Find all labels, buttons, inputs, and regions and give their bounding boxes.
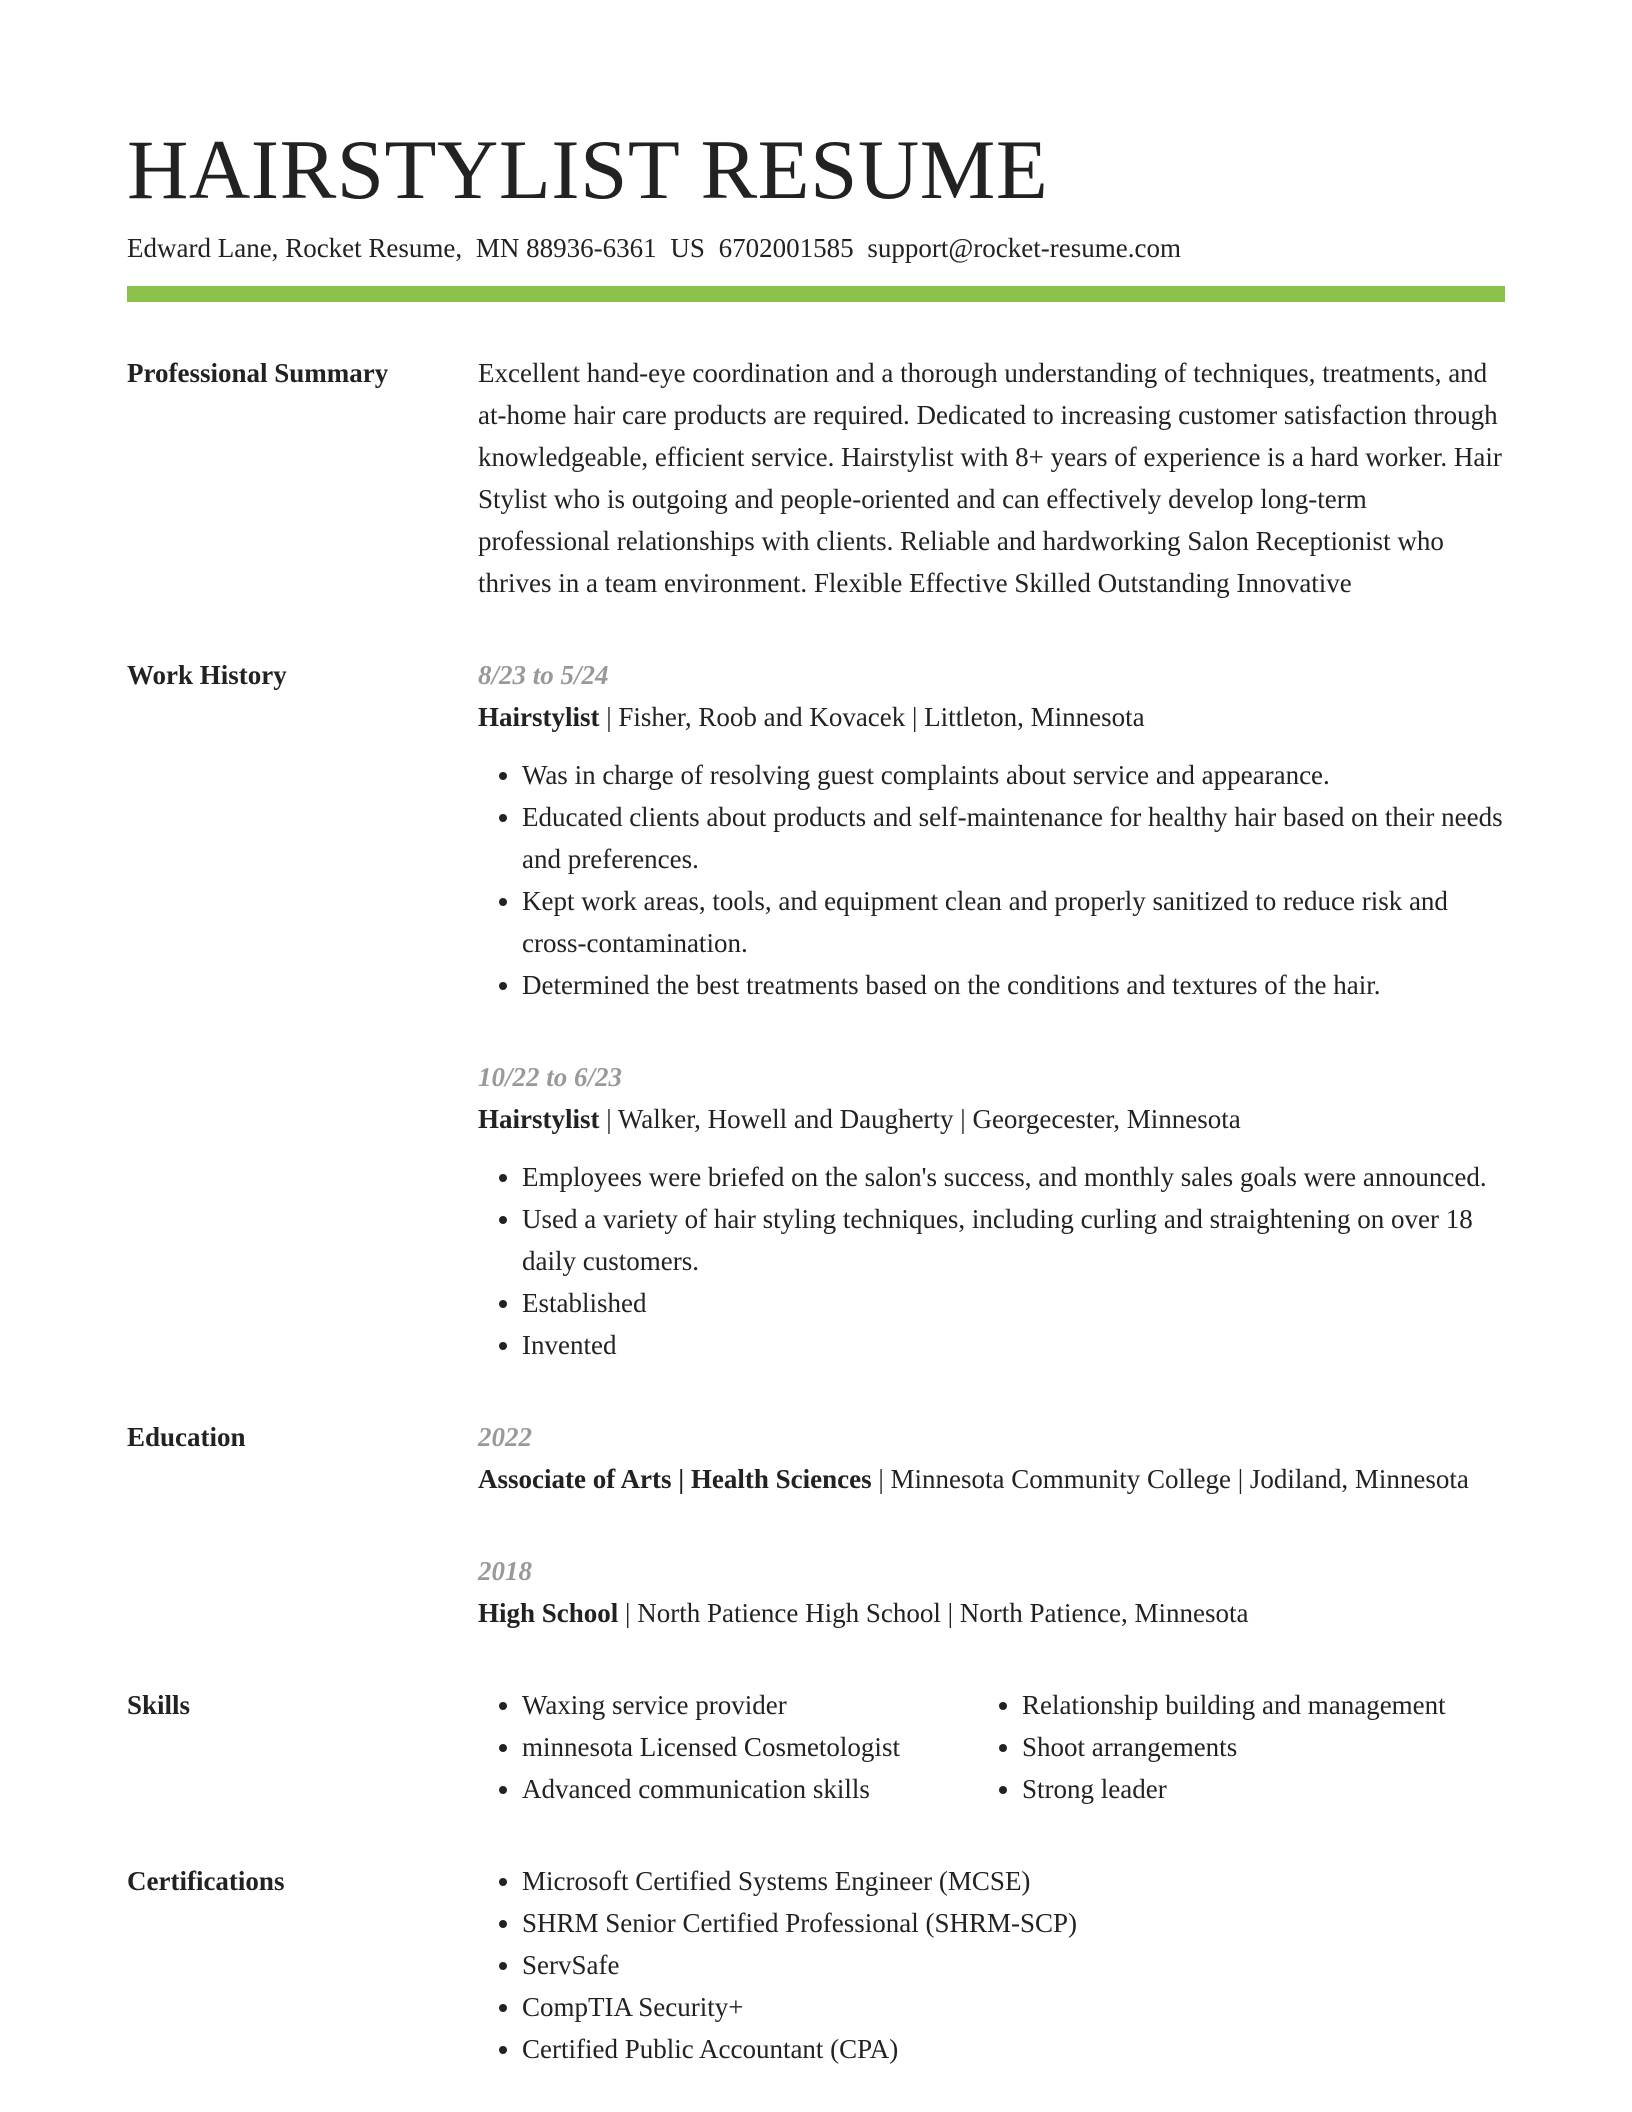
section-heading: Certifications [127, 1866, 285, 1896]
certification-item: • CompTIA Security+ [522, 1986, 1505, 2028]
job-bullets [478, 1156, 1505, 1366]
job-bullet: • Kept work areas, tools, and equipment clean and properly sanitized to reduce risk and cross-contamination. [522, 880, 1505, 964]
certification-item: • SHRM Senior Certified Professional (SHRM-SCP) [522, 1902, 1505, 1944]
job-title: Hairstylist [478, 702, 600, 732]
education-year: 2018 [478, 1556, 532, 1586]
education-degree: High School [478, 1598, 619, 1628]
section-heading: Education [127, 1422, 246, 1452]
education-degree: Associate of Arts | Health Sciences [478, 1464, 872, 1494]
skill-item: • Advanced communication skills [522, 1768, 978, 1810]
contact-name: Edward Lane, [127, 233, 279, 263]
job-bullet: • Invented [522, 1324, 1505, 1366]
job-role-line [478, 1098, 1505, 1140]
job-entry [478, 654, 1505, 1006]
header-divider [127, 286, 1505, 302]
job-details: | Fisher, Roob and Kovacek | Littleton, Minnesota [599, 702, 1145, 732]
skill-item: • minnesota Licensed Cosmetologist [522, 1726, 978, 1768]
job-details: | Walker, Howell and Daugherty | Georgecester, Minnesota [599, 1104, 1241, 1134]
job-entry [478, 1056, 1505, 1366]
contact-line [127, 230, 1505, 266]
job-title: Hairstylist [478, 1104, 600, 1134]
section-heading: Professional Summary [127, 358, 389, 388]
education-year: 2022 [478, 1422, 532, 1452]
summary-text: Excellent hand-eye coordination and a thorough understanding of techniques, treatments, and at-home hair care products are required. Dedicated to increasing customer satisfaction through knowledgeable, efficient service. Hairstylist with 8+ years of experience is a hard worker. Hair Stylist who is outgoing and people-oriented and can effectively develop long-term professional relationships with clients. Reliable and hardworking Salon Receptionist who thrives in a team environment. Flexible Effective Skilled Outstanding Innovative [478, 358, 1502, 598]
resume-title: HAIRSTYLIST RESUME [127, 123, 1049, 217]
job-bullets [478, 754, 1505, 1006]
job-bullet: • Employees were briefed on the salon's success, and monthly sales goals were announced. [522, 1156, 1505, 1198]
education-content [478, 1416, 1505, 1634]
skill-item: • Shoot arrangements [1022, 1726, 1505, 1768]
education-entry [478, 1550, 1505, 1634]
section-heading: Skills [127, 1690, 191, 1720]
contact-state-zip: MN 88936-6361 [475, 233, 657, 263]
education-section [127, 1416, 1505, 1634]
job-bullet: • Determined the best treatments based on the conditions and textures of the hair. [522, 964, 1505, 1006]
education-line [478, 1458, 1505, 1500]
skills-list-left [478, 1684, 978, 1810]
contact-email: support@rocket-resume.com [867, 233, 1181, 263]
section-heading: Work History [127, 660, 287, 690]
education-line [478, 1592, 1505, 1634]
education-details: | North Patience High School | North Patience, Minnesota [618, 1598, 1249, 1628]
skill-item: • Strong leader [1022, 1768, 1505, 1810]
summary-content [478, 352, 1505, 604]
skills-section [127, 1684, 1505, 1810]
job-bullet: • Used a variety of hair styling techniques, including curling and straightening on over 18 daily customers. [522, 1198, 1505, 1282]
certifications-section [127, 1860, 1505, 2070]
skills-content [478, 1684, 1505, 1810]
job-bullet: • Was in charge of resolving guest complaints about service and appearance. [522, 754, 1505, 796]
job-bullet: • Established [522, 1282, 1505, 1324]
skill-item: • Waxing service provider [522, 1684, 978, 1726]
skill-item: • Relationship building and management [1022, 1684, 1505, 1726]
contact-country: US [670, 233, 705, 263]
education-entry [478, 1416, 1505, 1500]
contact-city: Rocket Resume, [285, 233, 463, 263]
job-role-line [478, 696, 1505, 738]
job-dates: 8/23 to 5/24 [478, 660, 609, 690]
summary-section [127, 352, 1505, 604]
certifications-content [478, 1860, 1505, 2070]
certification-item: • ServSafe [522, 1944, 1505, 1986]
skills-list-right [978, 1684, 1505, 1810]
education-details: | Minnesota Community College | Jodiland, Minnesota [871, 1464, 1469, 1494]
job-dates: 10/22 to 6/23 [478, 1062, 623, 1092]
skills-columns [478, 1684, 1505, 1810]
certifications-list [478, 1860, 1505, 2070]
job-bullet: • Educated clients about products and self-maintenance for healthy hair based on their needs and preferences. [522, 796, 1505, 880]
certification-item: • Microsoft Certified Systems Engineer (MCSE) [522, 1860, 1505, 1902]
work-history-section [127, 654, 1505, 1366]
certification-item: • Certified Public Accountant (CPA) [522, 2028, 1505, 2070]
contact-phone: 6702001585 [718, 233, 854, 263]
work-history-content [478, 654, 1505, 1366]
